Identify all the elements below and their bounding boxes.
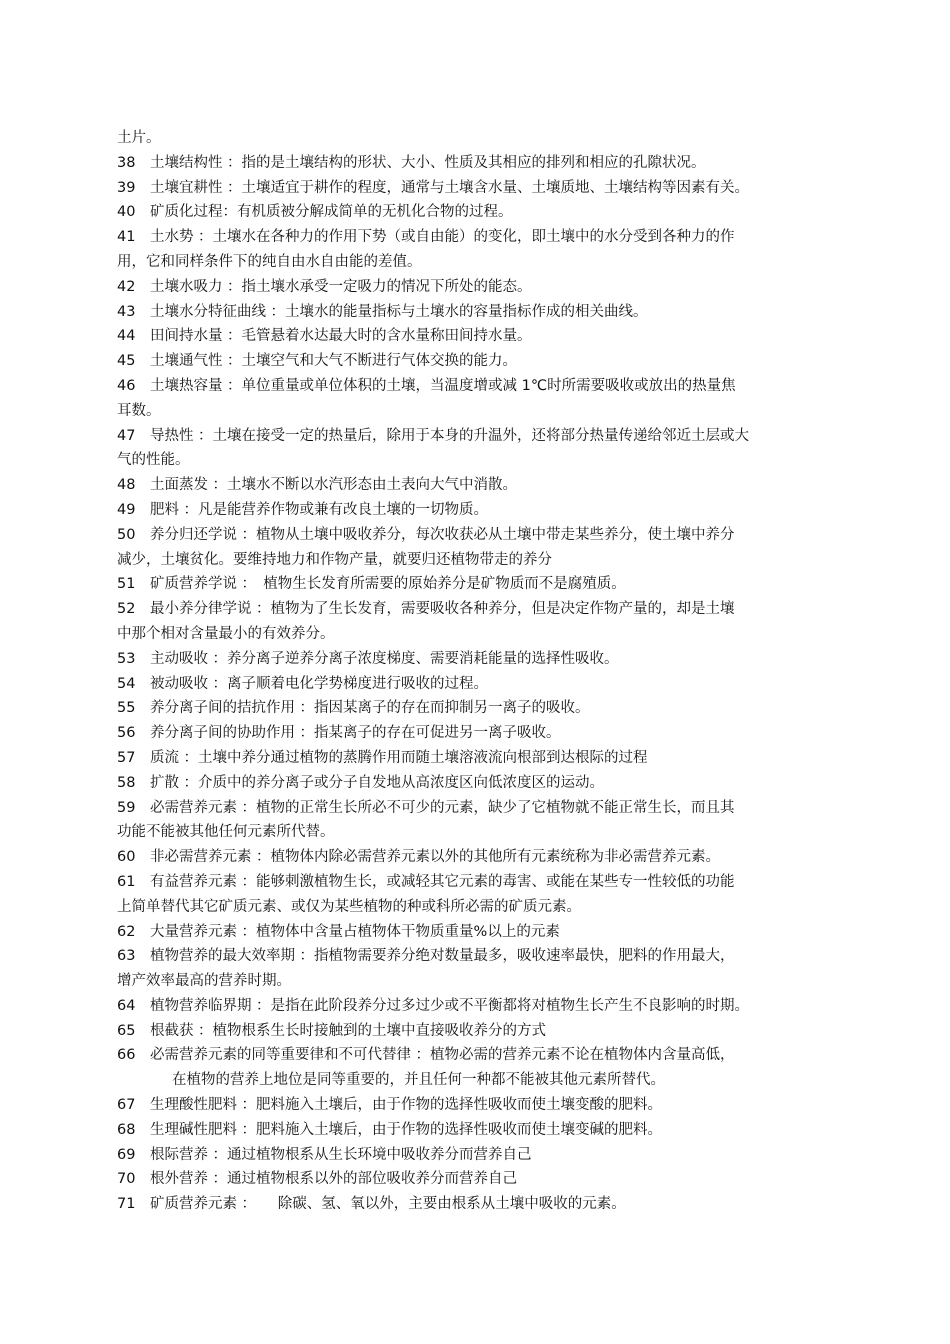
text-line: 61 有益营养元素 ：能够刺激植物生长，或减轻其它元素的毒害、或能在某些专一性较低的功能 — [117, 873, 735, 890]
text-line: 58 扩散 ：介质中的养分离子或分子自发地从高浓度区向低浓度区的运动。 — [117, 774, 605, 791]
text-line: 50 养分归还学说 ：植物从土壤中吸收养分，每次收获必从土壤中带走某些养分，使土壤中养分 — [117, 526, 735, 543]
text-line: 49 肥料 ：凡是能营养作物或兼有改良土壤的一切物质。 — [117, 501, 489, 518]
text-line: 53 主动吸收 ：养分离子逆养分离子浓度梯度、需要消耗能量的选择性吸收。 — [117, 650, 619, 667]
text-line: 63 植物营养的最大效率期 ：指植物需要养分绝对数量最多，吸收速率最快，肥料的作用最大， — [117, 948, 735, 965]
text-line: 耳数。 — [117, 402, 161, 419]
text-line: 43 土壤水分特征曲线 ：土壤水的能量指标与土壤水的容量指标作成的相关曲线。 — [117, 303, 648, 320]
text-line: 52 最小养分律学说 ：植物为了生长发育，需要吸收各种养分，但是决定作物产量的，却是土壤 — [117, 601, 735, 618]
text-line: 上简单替代其它矿质元素、或仅为某些植物的种或科所必需的矿质元素。 — [117, 898, 581, 915]
text-line: 47 导热性 ：土壤在接受一定的热量后，除用于本身的升温外，还将部分热量传递给邻近土层或大 — [117, 427, 750, 444]
text-line: 66 必需营养元素的同等重要律和不可代替律 ：植物必需的营养元素不论在植物体内含量高低， — [117, 1047, 735, 1064]
text-line: 39 土壤宜耕性 ：土壤适宜于耕作的程度，通常与土壤含水量、土壤质地、土壤结构等因素有关。 — [117, 179, 750, 196]
text-line: 71 矿质营养元素 ： 除碳、氢、氧以外，主要由根系从土壤中吸收的元素。 — [117, 1196, 626, 1213]
glossary-text-block — [117, 126, 837, 1217]
text-line: 54 被动吸收 ：离子顺着电化学势梯度进行吸收的过程。 — [117, 675, 489, 692]
text-line: 55 养分离子间的拮抗作用 ：指因某离子的存在而抑制另一离子的吸收。 — [117, 700, 590, 717]
text-line: 用，它和同样条件下的纯自由水自由能的差值。 — [117, 253, 422, 270]
text-line: 65 根截获 ：植物根系生长时接触到的土壤中直接吸收养分的方式 — [117, 1022, 547, 1039]
text-line: 48 土面蒸发 ：土壤水不断以水汽形态由土表向大气中消散。 — [117, 477, 518, 494]
text-line: 51 矿质营养学说 ： 植物生长发育所需要的原始养分是矿物质而不是腐殖质。 — [117, 576, 626, 593]
text-line: 40 矿质化过程：有机质被分解成简单的无机化合物的过程。 — [117, 204, 513, 221]
text-line: 57 质流 ：土壤中养分通过植物的蒸腾作用而随土壤溶液流向根部到达根际的过程 — [117, 749, 648, 766]
text-line: 土片。 — [117, 130, 161, 146]
text-line: 在植物的营养上地位是同等重要的，并且任何一种都不能被其他元素所替代。 — [172, 1072, 665, 1089]
text-line: 45 土壤通气性 ：土壤空气和大气不断进行气体交换的能力。 — [117, 353, 518, 370]
text-line: 42 土壤水吸力 ：指土壤水承受一定吸力的情况下所处的能态。 — [117, 278, 532, 295]
text-line: 67 生理酸性肥料 ：肥料施入土壤后，由于作物的选择性吸收而使土壤变酸的肥料。 — [117, 1097, 663, 1114]
text-line: 60 非必需营养元素 ：植物体内除必需营养元素以外的其他所有元素统称为非必需营养元素。 — [117, 849, 721, 866]
text-line: 70 根外营养 ：通过植物根系以外的部位吸收养分而营养自己 — [117, 1171, 518, 1188]
text-line: 64 植物营养临界期 ：是指在此阶段养分过多过少或不平衡都将对植物生长产生不良影响的时期。 — [117, 997, 750, 1014]
text-line: 69 根际营养 ：通过植物根系从生长环境中吸收养分而营养自己 — [117, 1146, 532, 1163]
text-line: 气的性能。 — [117, 452, 190, 469]
text-line: 功能不能被其他任何元素所代替。 — [117, 824, 335, 841]
text-line: 中那个相对含量最小的有效养分。 — [117, 625, 335, 642]
text-line: 59 必需营养元素 ：植物的正常生长所必不可少的元素，缺少了它植物就不能正常生长，而且其 — [117, 799, 735, 816]
text-line: 62 大量营养元素 ：植物体中含量占植物体干物质重量%以上的元素 — [117, 923, 560, 940]
text-line: 46 土壤热容量 ：单位重量或单位体积的土壤，当温度增或减 1℃时所需要吸收或放出的热量焦 — [117, 377, 736, 394]
text-line: 41 土水势 ：土壤水在各种力的作用下势（或自由能）的变化，即土壤中的水分受到各种力的作 — [117, 229, 735, 246]
text-line: 56 养分离子间的协助作用 ：指某离子的存在可促进另一离子吸收。 — [117, 725, 561, 742]
text-line: 减少，土壤贫化。要维持地力和作物产量，就要归还植物带走的养分 — [117, 551, 552, 568]
text-line: 44 田间持水量 ：毛管悬着水达最大时的含水量称田间持水量。 — [117, 328, 532, 345]
text-line: 38 土壤结构性 ：指的是土壤结构的形状、大小、性质及其相应的排列和相应的孔隙状况。 — [117, 154, 706, 171]
text-line: 68 生理碱性肥料 ：肥料施入土壤后，由于作物的选择性吸收而使土壤变碱的肥料。 — [117, 1121, 663, 1138]
text-line: 增产效率最高的营养时期。 — [117, 973, 291, 990]
